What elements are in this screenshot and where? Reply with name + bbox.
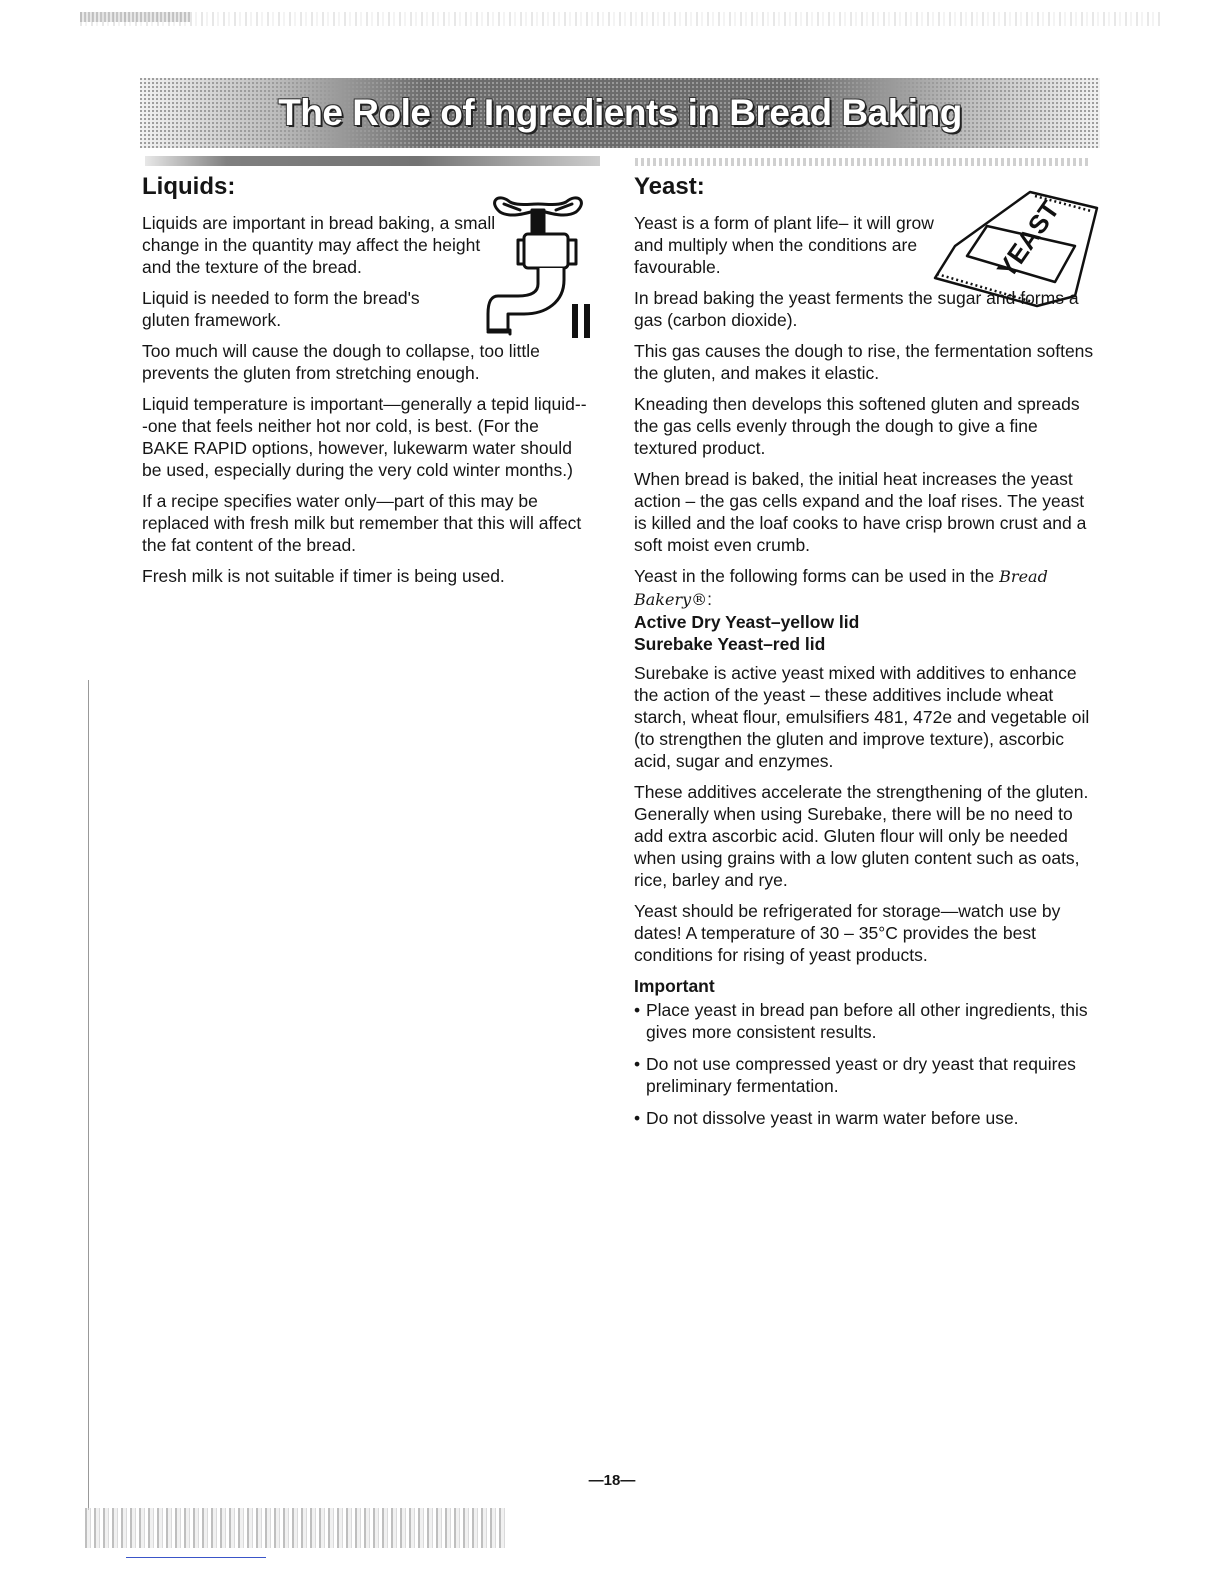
- yeast-paragraph: In bread baking the yeast ferments the sugar and forms a gas (carbon dioxide).: [634, 288, 1079, 330]
- liquids-paragraph: Liquid temperature is important—generally a tepid liquid---one that feels neither hot nor cold, is best. (For the BAKE RAPID options, however, lukewarm water should be used, especially during the very cold winter months.): [142, 394, 587, 480]
- liquids-rule: [145, 156, 600, 166]
- liquids-paragraph: Liquid is needed to form the bread's gluten framework.: [142, 288, 420, 330]
- yeast-form-surebake: Surebake Yeast–red lid: [634, 634, 826, 654]
- yeast-forms-colon: :: [707, 589, 713, 609]
- important-heading: Important: [634, 976, 715, 996]
- scan-artifact-blue-line: [126, 1557, 266, 1558]
- yeast-forms-intro: Yeast in the following forms can be used in the: [634, 566, 995, 586]
- important-item: • Place yeast in bread pan before all other ingredients, this gives more consistent results.: [634, 999, 1096, 1043]
- yeast-heading: Yeast:: [634, 173, 705, 200]
- liquids-paragraph: If a recipe specifies water only—part of this may be replaced with fresh milk but remember that this will affect the fat content of the bread.: [142, 491, 582, 555]
- yeast-paragraph: Yeast should be refrigerated for storage—watch use by dates! A temperature of 30 – 35°C provides the best conditions for rising of yeast products.: [634, 901, 1061, 965]
- yeast-form-active-dry: Active Dry Yeast–yellow lid: [634, 612, 860, 632]
- yeast-paragraph: Surebake is active yeast mixed with additives to enhance the action of the yeast – these additives include wheat starch, wheat flour, emulsifiers 481, 472e and vegetable oil (to strengthen the gluten and improve texture), ascorbic acid, sugar and enzymes.: [634, 663, 1090, 771]
- yeast-forms: [634, 565, 1096, 655]
- scan-artifact-bottom: [85, 1508, 505, 1548]
- liquids-section: [142, 172, 587, 596]
- yeast-paragraph: This gas causes the dough to rise, the fermentation softens the gluten, and makes it elastic.: [634, 341, 1094, 383]
- yeast-paragraph: Yeast is a form of plant life– it will grow and multiply when the conditions are favourable.: [634, 213, 934, 277]
- liquids-paragraph: Fresh milk is not suitable if timer is being used.: [142, 566, 505, 586]
- yeast-rule: [635, 158, 1090, 166]
- title-banner: [140, 78, 1100, 148]
- yeast-paragraph: When bread is baked, the initial heat increases the yeast action – the gas cells expand and the loaf rises. The yeast is killed and the loaf cooks to have crisp brown crust and a soft moist even crumb.: [634, 469, 1087, 555]
- important-item: • Do not use compressed yeast or dry yeast that requires preliminary fermentation.: [634, 1053, 1096, 1097]
- yeast-packet-label: YEAST: [990, 195, 1066, 284]
- bread-bakery-brand: Bread Bakery®: [634, 567, 1048, 609]
- liquids-paragraph: Liquids are important in bread baking, a small change in the quantity may affect the height and the texture of the bread.: [142, 213, 496, 277]
- liquids-paragraph: Too much will cause the dough to collapse, too little prevents the gluten from stretching enough.: [142, 341, 540, 383]
- yeast-paragraph: Kneading then develops this softened gluten and spreads the gas cells evenly through the dough to give a fine textured product.: [634, 394, 1080, 458]
- yeast-paragraph: These additives accelerate the strengthening of the gluten. Generally when using Surebake, there will be no need to add extra ascorbic acid. Gluten flour will only be needed when using grains with a low gluten content such as oats, rice, barley and rye.: [634, 782, 1089, 890]
- yeast-section: [634, 172, 1096, 1139]
- scan-margin-line: [88, 680, 89, 1510]
- liquids-heading: Liquids:: [142, 173, 236, 200]
- important-list: [634, 999, 1096, 1129]
- page-title: The Role of Ingredients in Bread Baking: [278, 92, 962, 133]
- page-number: —18—: [588, 1472, 636, 1489]
- important-item: • Do not dissolve yeast in warm water before use.: [634, 1107, 1096, 1129]
- scan-artifact-top: [80, 12, 1160, 26]
